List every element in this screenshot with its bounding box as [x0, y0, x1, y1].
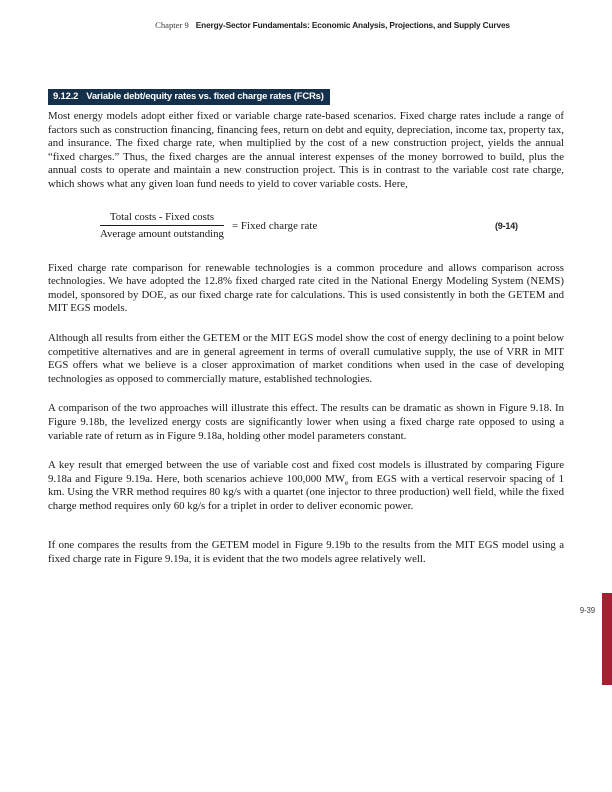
page-number: 9-39 [579, 606, 595, 615]
equation-right-side: = Fixed charge rate [231, 219, 318, 232]
paragraph-5-text: A key result that emerged between the use of variable cost and fixed cost models is illustrated by comparing Figure 9.18a and Figure 9.19a. Here, both scenarios achieve 100,000 MW [48, 459, 564, 485]
section-heading-bar [48, 89, 330, 105]
running-header [70, 15, 595, 33]
equation-fraction [100, 211, 224, 240]
equation-number: (9-14) [495, 220, 518, 231]
body-column [48, 86, 564, 567]
paragraph-5-text-cont: from EGS with a vertical reservoir spacing of 1 km. Using the VRR method requires 80 kg/s with a quartet (one injector to three production) well field, while the fixed charge method requires only 60 kg/s for a triplet in order to deliver economic power. [48, 472, 564, 512]
paragraph-3: Although all results from either the GETEM or the MIT EGS model show the cost of energy declining to a point below competitive alternatives and are in general agreement in terms of overall cumulative supply, the use of VRR in MIT EGS offers what we believe is a closer approximation of market conditions when used in the case of developing technologies as opposed to commercially mature, established technologies. [48, 331, 564, 385]
chapter-title: Energy-Sector Fundamentals: Economic Analysis, Projections, and Supply Curves [195, 20, 510, 30]
equation-numerator: Total costs - Fixed costs [100, 211, 224, 226]
paragraph-1: Most energy models adopt either fixed or variable charge rate-based scenarios. Fixed charge rates include a range of factors such as construction financing, financing fees, return on debt and equity, depreciation, income tax, property tax, and insurance. The fixed charge rate, when multiplied by the cost of a new construction project, yields the annual “fixed charges.” Thus, the fixed charges are the annual interest expenses of the money borrowed to build, plus the annual costs to operate and maintain a new construction project. This is in contrast to the variable cost rate charge, which shows what any given loan fund needs to yield to cover variable costs. Here, [48, 110, 564, 190]
paragraph-4: A comparison of the two approaches will illustrate this effect. The results can be dramatic as shown in Figure 9.18. In Figure 9.18b, the levelized energy costs are significantly lower when using a fixed charge rate opposed to using a variable rate of return as in Figure 9.18a, holding other model parameters constant. [48, 402, 564, 442]
equation-denominator: Average amount outstanding [100, 228, 224, 241]
chapter-label: Chapter 9 [155, 20, 189, 30]
section-number: 9.12.2 [53, 91, 79, 102]
mwe-subscript: e [344, 477, 349, 487]
paragraph-6: If one compares the results from the GETEM model in Figure 9.19b to the results from the MIT EGS model using a fixed charge rate in Figure 9.19a, it is evident that the two models agree relatively well. [48, 539, 564, 566]
equation-9-14 [48, 206, 564, 246]
paragraph-2: Fixed charge rate comparison for renewable technologies is a common procedure and allows comparison across technologies. We have adopted the 12.8% fixed charged rate cited in the National Energy Modeling System (NEMS) model, sponsored by DOE, as our fixed charge rate for calculations. This is used consistently in both the GETEM and MIT EGS models. [48, 261, 564, 315]
chapter-edge-tab [602, 593, 612, 685]
paragraph-5 [48, 459, 564, 513]
section-title: Variable debt/equity rates vs. fixed charge rates (FCRs) [86, 91, 324, 102]
